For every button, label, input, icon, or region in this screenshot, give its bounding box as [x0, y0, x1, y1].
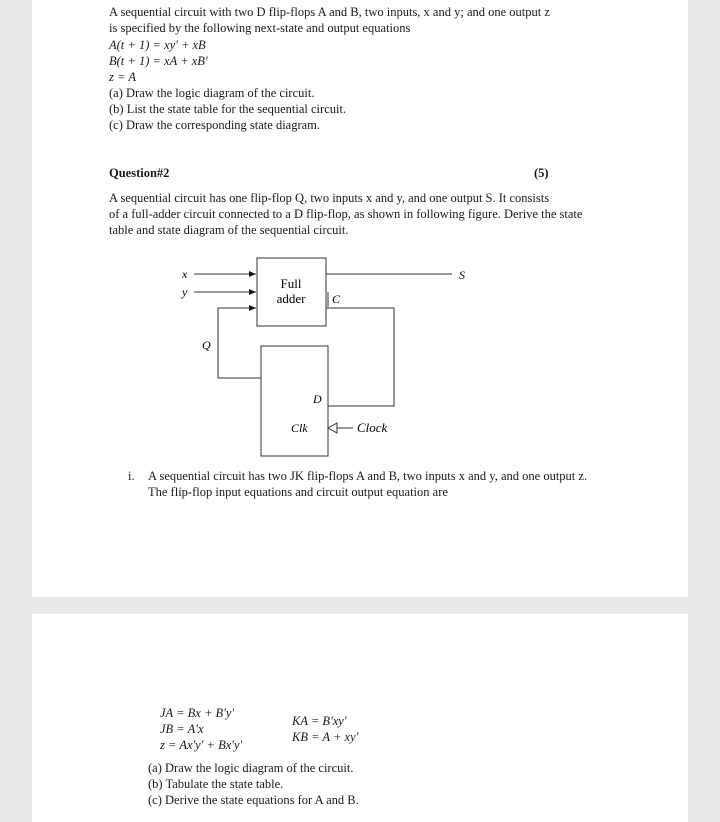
q3-number: i. [128, 469, 135, 483]
d-input-label: D [313, 392, 322, 406]
q3-line-1: A sequential circuit has two JK flip-flops A and B, two inputs x and y, and one output z. [148, 469, 588, 483]
document-page-1 [32, 0, 688, 597]
q1-equation-b: B(t + 1) = xA + xB' [109, 54, 208, 68]
equation-z: z = Ax'y' + Bx'y' [160, 738, 243, 752]
q1-equation-z: z = A [109, 70, 136, 84]
equation-ka: KA = B'xy' [292, 714, 347, 728]
q3-part-a: (a) Draw the logic diagram of the circuit. [148, 761, 354, 775]
input-y-label: y [182, 285, 188, 299]
full-adder-label-line-1: Full [280, 276, 302, 291]
document-page-2 [32, 614, 688, 822]
equation-kb: KB = A + xy' [292, 730, 359, 744]
q3-part-c: (c) Derive the state equations for A and B. [148, 793, 359, 807]
full-adder-circuit-diagram [32, 250, 688, 460]
q2-line-1: A sequential circuit has one flip-flop Q, two inputs x and y, and one output S. It consists [109, 191, 550, 205]
q2-line-2: of a full-adder circuit connected to a D flip-flop, as shown in following figure. Derive the state [109, 207, 583, 221]
question-2-marks: (5) [534, 166, 549, 180]
clock-label: Clock [357, 420, 388, 435]
carry-c-label: C [332, 292, 341, 306]
q1-part-c: (c) Draw the corresponding state diagram. [109, 118, 321, 132]
input-x-label: x [182, 267, 188, 281]
q1-intro-line-1: A sequential circuit with two D flip-flops A and B, two inputs, x and y; and one output z [109, 5, 550, 19]
q1-part-a: (a) Draw the logic diagram of the circuit. [109, 86, 315, 100]
q3-part-b: (b) Tabulate the state table. [148, 777, 284, 791]
equation-ja: JA = Bx + B'y' [160, 706, 235, 720]
output-s-label: S [459, 268, 465, 282]
q1-part-b: (b) List the state table for the sequential circuit. [109, 102, 347, 116]
q-feedback-wire-top [218, 308, 256, 378]
full-adder-label-line-2: adder [276, 291, 306, 306]
q2-line-3: table and state diagram of the sequential circuit. [109, 223, 349, 237]
q-label: Q [202, 338, 211, 352]
clock-triangle-icon [328, 423, 337, 433]
q1-intro-line-2: is specified by the following next-state and output equations [109, 21, 411, 35]
q1-equation-a: A(t + 1) = xy' + xB [109, 38, 206, 52]
equation-jb: JB = A'x [160, 722, 204, 736]
carry-to-d-wire [326, 308, 394, 406]
question-2-heading: Question#2 [109, 166, 170, 180]
clk-input-label: Clk [291, 421, 308, 435]
q3-line-2: The flip-flop input equations and circuit output equation are [148, 485, 448, 499]
